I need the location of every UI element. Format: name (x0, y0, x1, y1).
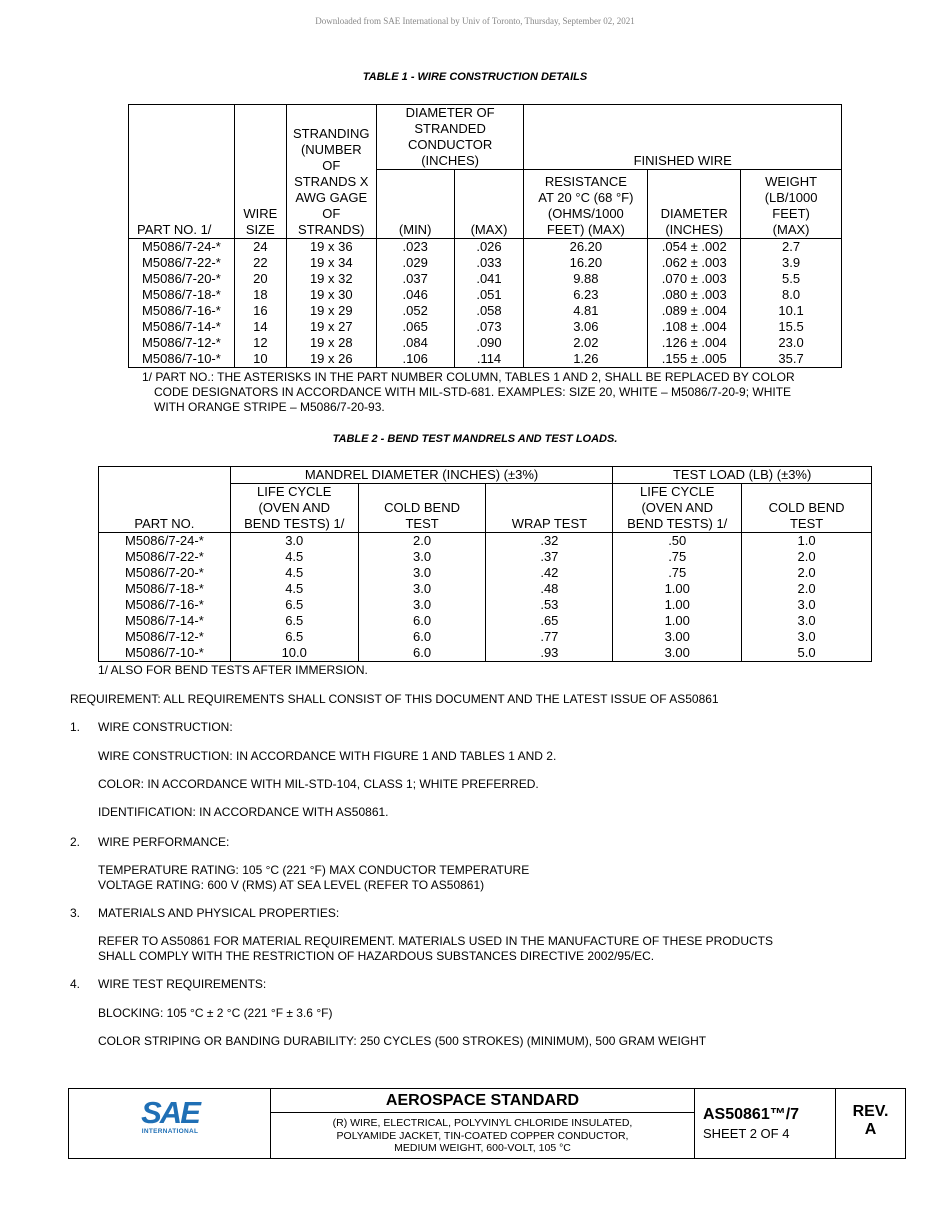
table1-row (129, 351, 842, 368)
table2-bend-test (98, 466, 872, 662)
life-cycle-load-cell: 3.00 (613, 645, 742, 662)
max-diameter-cell: .033 (454, 255, 524, 271)
finished-diameter-cell: .126 ± .004 (648, 335, 741, 351)
wire-size-cell: 10 (234, 351, 286, 368)
rev-label: REV. (852, 1103, 889, 1120)
rev-value: A (864, 1121, 877, 1138)
resistance-cell: 9.88 (524, 271, 648, 287)
section-2-para-1: TEMPERATURE RATING: 105 °C (221 °F) MAX CONDUCTOR TEMPERATURE VOLTAGE RATING: 600 V (RMS) AT SEA LEVEL (REFER TO AS50861) (98, 863, 530, 892)
resistance-cell: 1.26 (524, 351, 648, 368)
finished-diameter-cell: .089 ± .004 (648, 303, 741, 319)
life-cycle-load-cell: .75 (613, 549, 742, 565)
wrap-test-cell: .53 (486, 597, 613, 613)
min-diameter-cell: .052 (376, 303, 454, 319)
cold-bend-mandrel-cell: 6.0 (358, 613, 486, 629)
table1-row (129, 239, 842, 256)
max-diameter-cell: .051 (454, 287, 524, 303)
wrap-test-cell: .37 (486, 549, 613, 565)
table2-footnote: 1/ ALSO FOR BEND TESTS AFTER IMMERSION. (98, 663, 368, 677)
resistance-cell: 4.81 (524, 303, 648, 319)
wrap-test-cell: .93 (486, 645, 613, 662)
section-3-title: MATERIALS AND PHYSICAL PROPERTIES: (98, 906, 340, 920)
sae-logo: SAE INTERNATIONAL (141, 1095, 199, 1135)
t1-header-min: (MIN) (376, 170, 454, 239)
section-2 (70, 835, 529, 893)
t1-header-resistance: RESISTANCE AT 20 °C (68 °F) (OHMS/1000 FEET) (MAX) (524, 170, 648, 239)
cold-bend-mandrel-cell: 6.0 (358, 645, 486, 662)
cold-bend-mandrel-cell: 2.0 (358, 533, 486, 550)
finished-diameter-cell: .070 ± .003 (648, 271, 741, 287)
resistance-cell: 3.06 (524, 319, 648, 335)
resistance-cell: 6.23 (524, 287, 648, 303)
stranding-cell: 19 x 32 (286, 271, 376, 287)
finished-diameter-cell: .155 ± .005 (648, 351, 741, 368)
part-no-cell: M5086/7-12-* (129, 335, 235, 351)
cold-bend-load-cell: 3.0 (742, 613, 872, 629)
cold-bend-mandrel-cell: 6.0 (358, 629, 486, 645)
section-1 (70, 720, 556, 820)
weight-cell: 5.5 (741, 271, 842, 287)
table1-wire-construction (128, 104, 842, 368)
wire-size-cell: 16 (234, 303, 286, 319)
part-no-cell: M5086/7-20-* (129, 271, 235, 287)
cold-bend-load-cell: 2.0 (742, 581, 872, 597)
table1-row (129, 335, 842, 351)
cold-bend-mandrel-cell: 3.0 (358, 565, 486, 581)
min-diameter-cell: .029 (376, 255, 454, 271)
resistance-cell: 26.20 (524, 239, 648, 256)
max-diameter-cell: .090 (454, 335, 524, 351)
life-cycle-mandrel-cell: 4.5 (230, 581, 358, 597)
cold-bend-load-cell: 5.0 (742, 645, 872, 662)
stranding-cell: 19 x 29 (286, 303, 376, 319)
stranding-cell: 19 x 34 (286, 255, 376, 271)
part-no-cell: M5086/7-20-* (99, 565, 231, 581)
requirement-statement: REQUIREMENT: ALL REQUIREMENTS SHALL CONSIST OF THIS DOCUMENT AND THE LATEST ISSUE OF AS50861 (70, 692, 719, 706)
part-no-cell: M5086/7-10-* (99, 645, 231, 662)
max-diameter-cell: .058 (454, 303, 524, 319)
section-1-para-3: IDENTIFICATION: IN ACCORDANCE WITH AS50861. (98, 805, 389, 819)
section-4-title: WIRE TEST REQUIREMENTS: (98, 977, 267, 991)
cold-bend-load-cell: 2.0 (742, 565, 872, 581)
part-no-cell: M5086/7-14-* (99, 613, 231, 629)
table2-row (99, 581, 872, 597)
part-no-cell: M5086/7-18-* (99, 581, 231, 597)
table2-row (99, 597, 872, 613)
wire-size-cell: 12 (234, 335, 286, 351)
download-watermark: Downloaded from SAE International by Univ of Toronto, Thursday, September 02, 2021 (315, 16, 635, 26)
t2-header-cold-bend: COLD BEND TEST (358, 484, 486, 533)
section-3 (70, 906, 773, 964)
wrap-test-cell: .42 (486, 565, 613, 581)
stranding-cell: 19 x 28 (286, 335, 376, 351)
weight-cell: 2.7 (741, 239, 842, 256)
section-4 (70, 977, 706, 1049)
life-cycle-load-cell: .50 (613, 533, 742, 550)
wire-size-cell: 18 (234, 287, 286, 303)
part-no-cell: M5086/7-16-* (99, 597, 231, 613)
section-4-para-1: BLOCKING: 105 °C ± 2 °C (221 °F ± 3.6 °F) (98, 1006, 333, 1020)
standard-title: AEROSPACE STANDARD (271, 1089, 694, 1113)
table1-footnote: 1/ PART NO.: THE ASTERISKS IN THE PART NUMBER COLUMN, TABLES 1 AND 2, SHALL BE REPLACED BY COLOR CODE DESIGNATORS IN ACCORDANCE WITH MIL-STD-681. EXAMPLES: SIZE 20, WHITE – M5086/7-20-9; WHITE WITH ORANGE STRIPE – M5086/7-20-93. (142, 370, 795, 414)
table1-row (129, 303, 842, 319)
wire-size-cell: 22 (234, 255, 286, 271)
section-1-para-1: WIRE CONSTRUCTION: IN ACCORDANCE WITH FIGURE 1 AND TABLES 1 AND 2. (98, 749, 557, 763)
wire-size-cell: 20 (234, 271, 286, 287)
wrap-test-cell: .32 (486, 533, 613, 550)
section-3-para-1: REFER TO AS50861 FOR MATERIAL REQUIREMENT. MATERIALS USED IN THE MANUFACTURE OF THESE PRODUCTS SHALL COMPLY WITH THE RESTRICTION OF HAZARDOUS SUBSTANCES DIRECTIVE 2002/95/EC. (98, 934, 774, 963)
table2-row (99, 549, 872, 565)
section-2-number: 2. (70, 835, 81, 849)
t2-header-part-no: PART NO. (99, 467, 231, 533)
finished-diameter-cell: .080 ± .003 (648, 287, 741, 303)
max-diameter-cell: .114 (454, 351, 524, 368)
max-diameter-cell: .026 (454, 239, 524, 256)
max-diameter-cell: .073 (454, 319, 524, 335)
t1-header-finished-wire: FINISHED WIRE (524, 105, 842, 170)
weight-cell: 15.5 (741, 319, 842, 335)
wrap-test-cell: .48 (486, 581, 613, 597)
sheet-number: SHEET 2 OF 4 (703, 1126, 790, 1141)
t1-header-weight: WEIGHT (LB/1000 FEET) (MAX) (741, 170, 842, 239)
life-cycle-load-cell: 1.00 (613, 597, 742, 613)
life-cycle-load-cell: 1.00 (613, 613, 742, 629)
title-block (68, 1088, 906, 1159)
part-no-cell: M5086/7-12-* (99, 629, 231, 645)
table2-row (99, 533, 872, 550)
t1-header-stranding: STRANDING (NUMBER OF STRANDS X AWG GAGE OF STRANDS) (286, 105, 376, 239)
t2-header-load-cold-bend: COLD BEND TEST (742, 484, 872, 533)
part-no-cell: M5086/7-16-* (129, 303, 235, 319)
t1-header-part-no: PART NO. 1/ (129, 105, 235, 239)
part-no-cell: M5086/7-14-* (129, 319, 235, 335)
cold-bend-load-cell: 3.0 (742, 629, 872, 645)
part-no-cell: M5086/7-24-* (129, 239, 235, 256)
cold-bend-load-cell: 1.0 (742, 533, 872, 550)
weight-cell: 3.9 (741, 255, 842, 271)
section-1-para-2: COLOR: IN ACCORDANCE WITH MIL-STD-104, CLASS 1; WHITE PREFERRED. (98, 777, 539, 791)
min-diameter-cell: .037 (376, 271, 454, 287)
t2-header-life-cycle: LIFE CYCLE (OVEN AND BEND TESTS) 1/ (230, 484, 358, 533)
life-cycle-mandrel-cell: 4.5 (230, 565, 358, 581)
table2-row (99, 565, 872, 581)
part-no-cell: M5086/7-22-* (129, 255, 235, 271)
life-cycle-mandrel-cell: 10.0 (230, 645, 358, 662)
life-cycle-load-cell: 1.00 (613, 581, 742, 597)
weight-cell: 23.0 (741, 335, 842, 351)
cold-bend-load-cell: 2.0 (742, 549, 872, 565)
standard-description: (R) WIRE, ELECTRICAL, POLYVINYL CHLORIDE INSULATED, POLYAMIDE JACKET, TIN-COATED COPPER CONDUCTOR, MEDIUM WEIGHT, 600-VOLT, 105 °C (332, 1117, 633, 1154)
table1-row (129, 255, 842, 271)
t1-header-wire-size: WIRE SIZE (234, 105, 286, 239)
cold-bend-load-cell: 3.0 (742, 597, 872, 613)
wrap-test-cell: .77 (486, 629, 613, 645)
revision-cell (836, 1089, 905, 1158)
section-4-number: 4. (70, 977, 81, 991)
stranding-cell: 19 x 36 (286, 239, 376, 256)
min-diameter-cell: .046 (376, 287, 454, 303)
stranding-cell: 19 x 27 (286, 319, 376, 335)
wire-size-cell: 24 (234, 239, 286, 256)
table1-row (129, 271, 842, 287)
cold-bend-mandrel-cell: 3.0 (358, 549, 486, 565)
weight-cell: 10.1 (741, 303, 842, 319)
part-no-cell: M5086/7-10-* (129, 351, 235, 368)
table1-row (129, 287, 842, 303)
doc-number-cell (695, 1089, 836, 1158)
weight-cell: 35.7 (741, 351, 842, 368)
max-diameter-cell: .041 (454, 271, 524, 287)
table2-row (99, 645, 872, 662)
part-no-cell: M5086/7-18-* (129, 287, 235, 303)
t2-header-wrap-test: WRAP TEST (486, 484, 613, 533)
table2-row (99, 613, 872, 629)
section-1-title: WIRE CONSTRUCTION: (98, 720, 233, 734)
doc-number: AS50861™/7 (703, 1106, 800, 1123)
section-4-para-2: COLOR STRIPING OR BANDING DURABILITY: 250 CYCLES (500 STROKES) (MINIMUM), 500 GRAM WEIGHT (98, 1034, 707, 1048)
cold-bend-mandrel-cell: 3.0 (358, 581, 486, 597)
t1-header-conductor-diameter: DIAMETER OF STRANDED CONDUCTOR (INCHES) (376, 105, 524, 170)
stranding-cell: 19 x 30 (286, 287, 376, 303)
finished-diameter-cell: .062 ± .003 (648, 255, 741, 271)
t2-header-test-load: TEST LOAD (LB) (±3%) (613, 467, 872, 484)
t1-header-max: (MAX) (454, 170, 524, 239)
section-2-title: WIRE PERFORMANCE: (98, 835, 230, 849)
life-cycle-mandrel-cell: 3.0 (230, 533, 358, 550)
wrap-test-cell: .65 (486, 613, 613, 629)
life-cycle-mandrel-cell: 6.5 (230, 597, 358, 613)
min-diameter-cell: .065 (376, 319, 454, 335)
finished-diameter-cell: .054 ± .002 (648, 239, 741, 256)
table1-row (129, 319, 842, 335)
table2-row (99, 629, 872, 645)
title-cell (271, 1089, 695, 1158)
wire-size-cell: 14 (234, 319, 286, 335)
resistance-cell: 2.02 (524, 335, 648, 351)
t1-header-diameter: DIAMETER (INCHES) (648, 170, 741, 239)
life-cycle-mandrel-cell: 4.5 (230, 549, 358, 565)
stranding-cell: 19 x 26 (286, 351, 376, 368)
part-no-cell: M5086/7-24-* (99, 533, 231, 550)
resistance-cell: 16.20 (524, 255, 648, 271)
weight-cell: 8.0 (741, 287, 842, 303)
life-cycle-mandrel-cell: 6.5 (230, 613, 358, 629)
min-diameter-cell: .023 (376, 239, 454, 256)
logo-cell (69, 1089, 271, 1158)
life-cycle-load-cell: .75 (613, 565, 742, 581)
cold-bend-mandrel-cell: 3.0 (358, 597, 486, 613)
min-diameter-cell: .106 (376, 351, 454, 368)
part-no-cell: M5086/7-22-* (99, 549, 231, 565)
min-diameter-cell: .084 (376, 335, 454, 351)
life-cycle-mandrel-cell: 6.5 (230, 629, 358, 645)
section-3-number: 3. (70, 906, 81, 920)
table2-caption: TABLE 2 - BEND TEST MANDRELS AND TEST LOADS. (332, 433, 618, 445)
finished-diameter-cell: .108 ± .004 (648, 319, 741, 335)
life-cycle-load-cell: 3.00 (613, 629, 742, 645)
t2-header-load-life-cycle: LIFE CYCLE (OVEN AND BEND TESTS) 1/ (613, 484, 742, 533)
t2-header-mandrel-diameter: MANDREL DIAMETER (INCHES) (±3%) (230, 467, 612, 484)
table1-caption: TABLE 1 - WIRE CONSTRUCTION DETAILS (362, 71, 588, 83)
section-1-number: 1. (70, 720, 81, 734)
